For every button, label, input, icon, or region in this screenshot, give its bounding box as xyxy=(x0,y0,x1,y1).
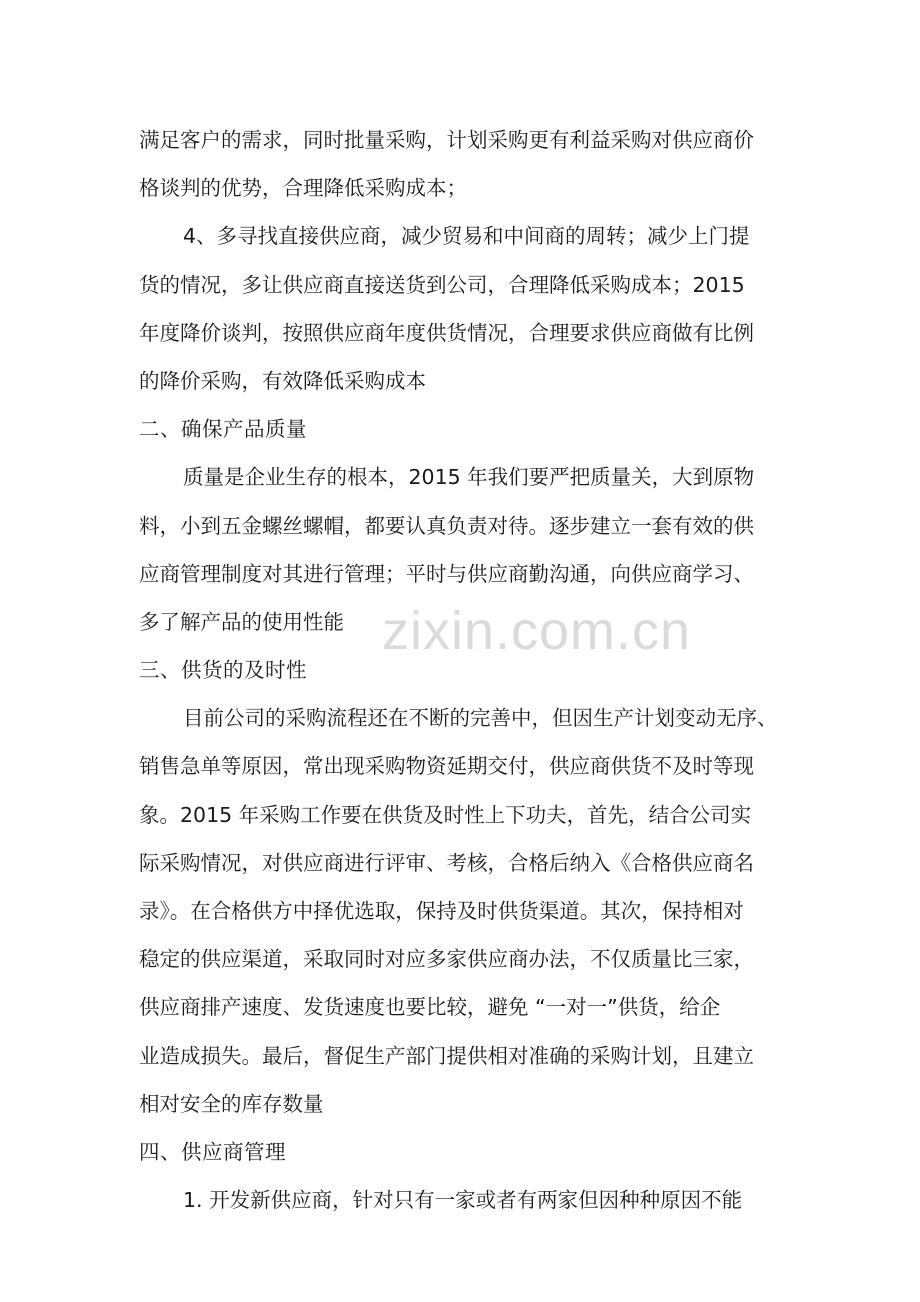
paragraph-line: 格谈判的优势，合理降低采购成本； xyxy=(139,176,467,201)
paragraph-line: 供应商排产速度、发货速度也要比较，避免 “一对一”供货，给企 xyxy=(139,995,721,1020)
paragraph-line: 录》。在合格供方中择优选取，保持及时供货渠道。其次，保持相对 xyxy=(139,899,744,923)
paragraph-line: 质量是企业生存的根本，2015 年我们要严把质量关，大到原物 xyxy=(183,465,755,490)
paragraph-line: 目前公司的采购流程还在不断的完善中，但因生产计划变动无序、 xyxy=(183,706,778,731)
paragraph-line: 业造成损失。最后，督促生产部门提供相对准确的采购计划，且建立 xyxy=(139,1043,754,1068)
paragraph-line: 多了解产品的使用性能 xyxy=(139,609,344,634)
paragraph-line: 满足客户的需求，同时批量采购，计划采购更有利益采购对供应商价 xyxy=(139,128,754,152)
paragraph-line: 货的情况，多让供应商直接送货到公司，合理降低采购成本；2015 xyxy=(139,272,745,297)
paragraph-line: 年度降价谈判，按照供应商年度供货情况，合理要求供应商做有比例 xyxy=(139,320,754,345)
section-heading: 二、确保产品质量 xyxy=(139,417,307,442)
paragraph-line: 4、多寻找直接供应商，减少贸易和中间商的周转；减少上门提 xyxy=(183,224,750,249)
paragraph-line: 相对安全的库存数量 xyxy=(139,1091,324,1116)
paragraph-line: 的降价采购，有效降低采购成本 xyxy=(139,368,426,393)
paragraph-line: 销售急单等原因，常出现采购物资延期交付，供应商供货不及时等现 xyxy=(139,754,754,779)
paragraph-line: 象。2015 年采购工作要在供货及时性上下功夫，首先，结合公司实 xyxy=(139,802,752,827)
paragraph-line: 稳定的供应渠道，采取同时对应多家供应商办法，不仅质量比三家， xyxy=(139,947,754,972)
section-heading: 三、供货的及时性 xyxy=(139,658,307,683)
paragraph-line: 应商管理制度对其进行管理；平时与供应商勤沟通，向供应商学习、 xyxy=(139,561,754,586)
paragraph-line: 1. 开发新供应商，针对只有一家或者有两家但因种种原因不能 xyxy=(183,1188,743,1213)
section-heading: 四、供应商管理 xyxy=(139,1139,286,1164)
paragraph-line: 料，小到五金螺丝螺帽，都要认真负责对待。逐步建立一套有效的供 xyxy=(139,513,754,538)
watermark: zixin.com.cn xyxy=(382,601,692,661)
paragraph-line: 际采购情况，对供应商进行评审、考核，合格后纳入《合格供应商名 xyxy=(139,850,754,875)
document-body xyxy=(139,116,789,1224)
